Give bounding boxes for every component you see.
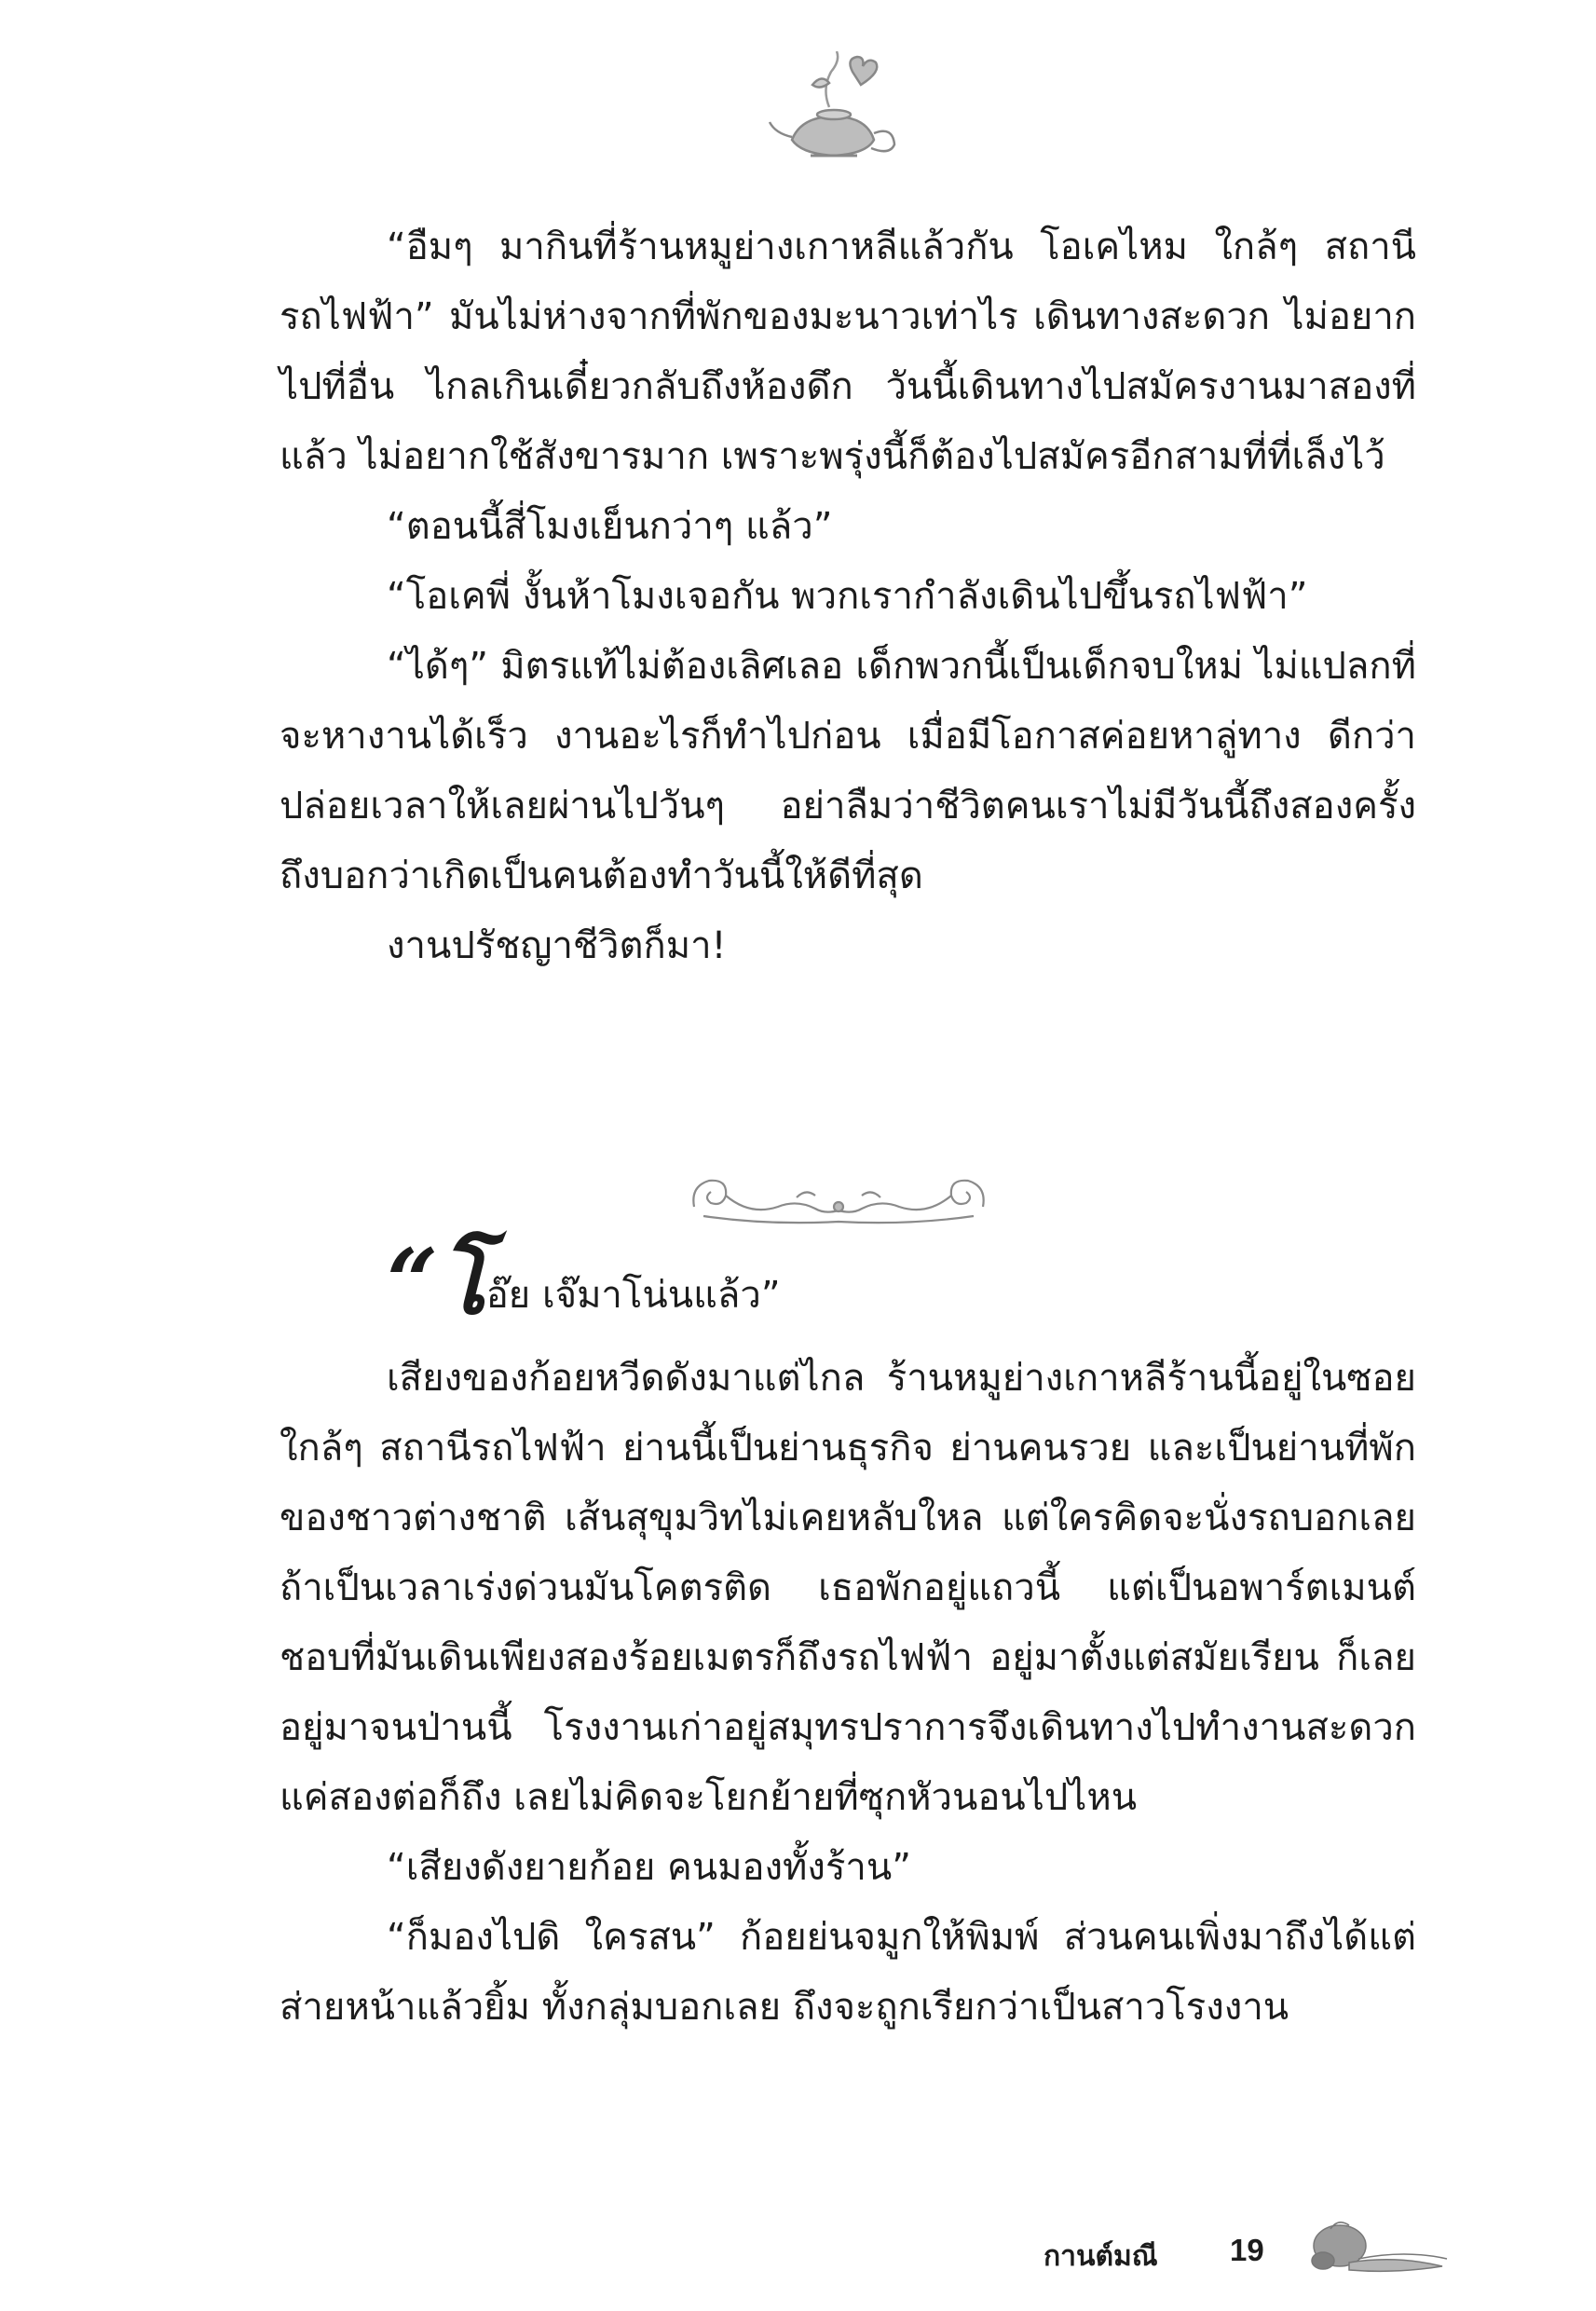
drop-cap: “โ xyxy=(387,1229,486,1334)
paragraph: “โอเคพี่ งั้นห้าโมงเจอกัน พวกเรากำลังเดินไปขึ้นรถไฟฟ้า” xyxy=(387,575,1308,618)
book-title: กานต์มณี xyxy=(1044,2240,1158,2273)
page-number: 19 xyxy=(1230,2233,1264,2267)
opening-text: อ๊ย เจ๊มาโน่นแล้ว” xyxy=(485,1274,781,1317)
paragraph: งานปรัชญาชีวิตก็มา! xyxy=(387,924,727,967)
paragraph: เสียงของก้อยหวีดดังมาแต่ไกล ร้านหมูย่างเกาหลีร้านนี้อยู่ในซอยใกล้ๆ สถานีรถไฟฟ้า ย่านนี้เป็นย่านธุรกิจ ย่านคนรวย และเป็นย่านที่พักของชาวต่างชาติ เส้นสุขุมวิทไม่เคยหลับใหล แต่ใครคิดจะนั่งรถบอกเลยถ้าเป็นเวลาเร่งด่วนมันโคตรติด เธอพักอยู่แถวนี้ แต่เป็นอพาร์ตเมนต์ ชอบที่มันเดินเพียงสองร้อยเมตรก็ถึงรถไฟฟ้า อยู่มาตั้งแต่สมัยเรียน ก็เลยอยู่มาจนป่านนี้ โรงงานเก่าอยู่สมุทรปราการจึงเดินทางไปทำงานสะดวก แค่สองต่อก็ถึง เลยไม่คิดจะโยกย้ายที่ซุกหัวนอนไปไหน xyxy=(280,1357,1416,1819)
text-section-1 xyxy=(280,212,1416,981)
paragraph: “ตอนนี้สี่โมงเย็นกว่าๆ แล้ว” xyxy=(387,505,833,548)
chapter-opening-line xyxy=(280,1229,1416,1344)
paragraph: “ก็มองไปดิ ใครสน” ก้อยย่นจมูกให้พิมพ์ ส่วนคนเพิ่งมาถึงได้แต่ส่ายหน้าแล้วยิ้ม ทั้งกลุ่มบอกเลย ถึงจะถูกเรียกว่าเป็นสาวโรงงาน xyxy=(280,1916,1416,2029)
text-section-2 xyxy=(280,1229,1416,2043)
paragraph: “อืมๆ มากินที่ร้านหมูย่างเกาหลีแล้วกัน โอเคไหม ใกล้ๆ สถานีรถไฟฟ้า” มันไม่ห่างจากที่พักของมะนาวเท่าไร เดินทางสะดวก ไม่อยากไปที่อื่น ไกลเกินเดี๋ยวกลับถึงห้องดึก วันนี้เดินทางไปสมัครงานมาสองที่แล้ว ไม่อยากใช้สังขารมาก เพราะพรุ่งนี้ก็ต้องไปสมัครอีกสามที่ที่เล็งไว้ xyxy=(280,226,1416,478)
paragraph: “เสียงดังยายก้อย คนมองทั้งร้าน” xyxy=(387,1846,911,1889)
scroll-divider-icon xyxy=(685,1169,992,1233)
paragraph: “ได้ๆ” มิตรแท้ไม่ต้องเลิศเลอ เด็กพวกนี้เป็นเด็กจบใหม่ ไม่แปลกที่จะหางานได้เร็ว งานอะไรก็ทำไปก่อน เมื่อมีโอกาสค่อยหาลู่ทาง ดีกว่าปล่อยเวลาให้เลยผ่านไปวันๆ อย่าลืมว่าชีวิตคนเราไม่มีวันนี้ถึงสองครั้ง ถึงบอกว่าเกิดเป็นคนต้องทำวันนี้ให้ดีที่สุด xyxy=(280,645,1416,897)
vegetables-icon xyxy=(1303,2218,1452,2283)
page-footer xyxy=(1044,2218,1463,2292)
teapot-ornament-icon xyxy=(764,51,904,172)
